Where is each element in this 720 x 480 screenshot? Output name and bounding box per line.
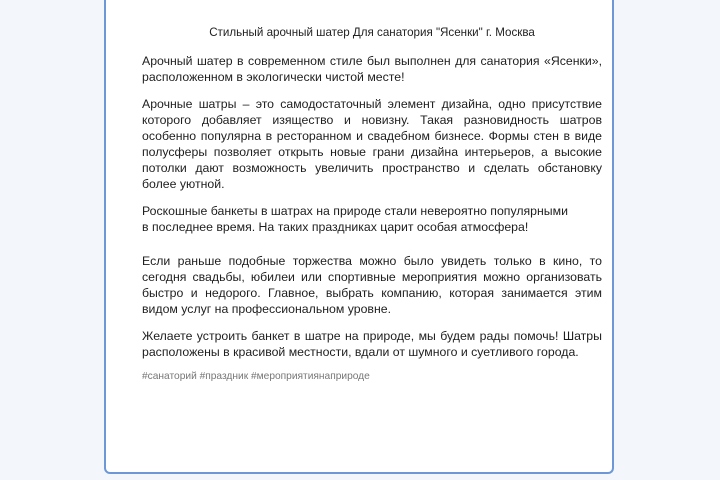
paragraph-banquets	[142, 203, 602, 235]
paragraph-offer: Желаете устроить банкет в шатре на природе, мы будем рады помочь! Шатры расположены в красивой местности, вдали от шумного и суетливого города.	[142, 329, 602, 359]
paragraph-banquets-line-1: Роскошные банкеты в шатрах на природе стали невероятно популярными	[142, 204, 568, 218]
document-page	[104, 0, 614, 474]
paragraph-intro: Арочный шатер в современном стиле был выполнен для санатория «Ясенки», расположенном в экологически чистой месте!	[142, 54, 602, 84]
paragraph-banquets-line-2: в последнее время. На таких праздниках царит особая атмосфера!	[142, 220, 529, 234]
paragraph-arch-tents: Арочные шатры – это самодостаточный элемент дизайна, одно присутствие которого добавляет изящество и новизну. Такая разновидность шатров особенно популярна в ресторанном и свадебном бизнесе. Формы стен в виде полусферы позволяет открыть новые грани дизайна интерьеров, а высокие потолки дают возможность увеличить пространство и сделать обстановку более уютной.	[142, 97, 602, 191]
article-body	[142, 25, 602, 385]
article-title: Стильный арочный шатер Для санатория "Ясенки" г. Москва	[209, 26, 535, 39]
paragraph-events: Если раньше подобные торжества можно было увидеть только в кино, то сегодня свадьбы, юбилеи или спортивные мероприятия можно организовать быстро и недорого. Главное, выбрать компанию, которая занимается этим видом услуг на профессиональном уровне.	[142, 254, 602, 316]
hashtags[interactable]: #санаторий #праздник #мероприятиянаприроде	[142, 371, 370, 382]
